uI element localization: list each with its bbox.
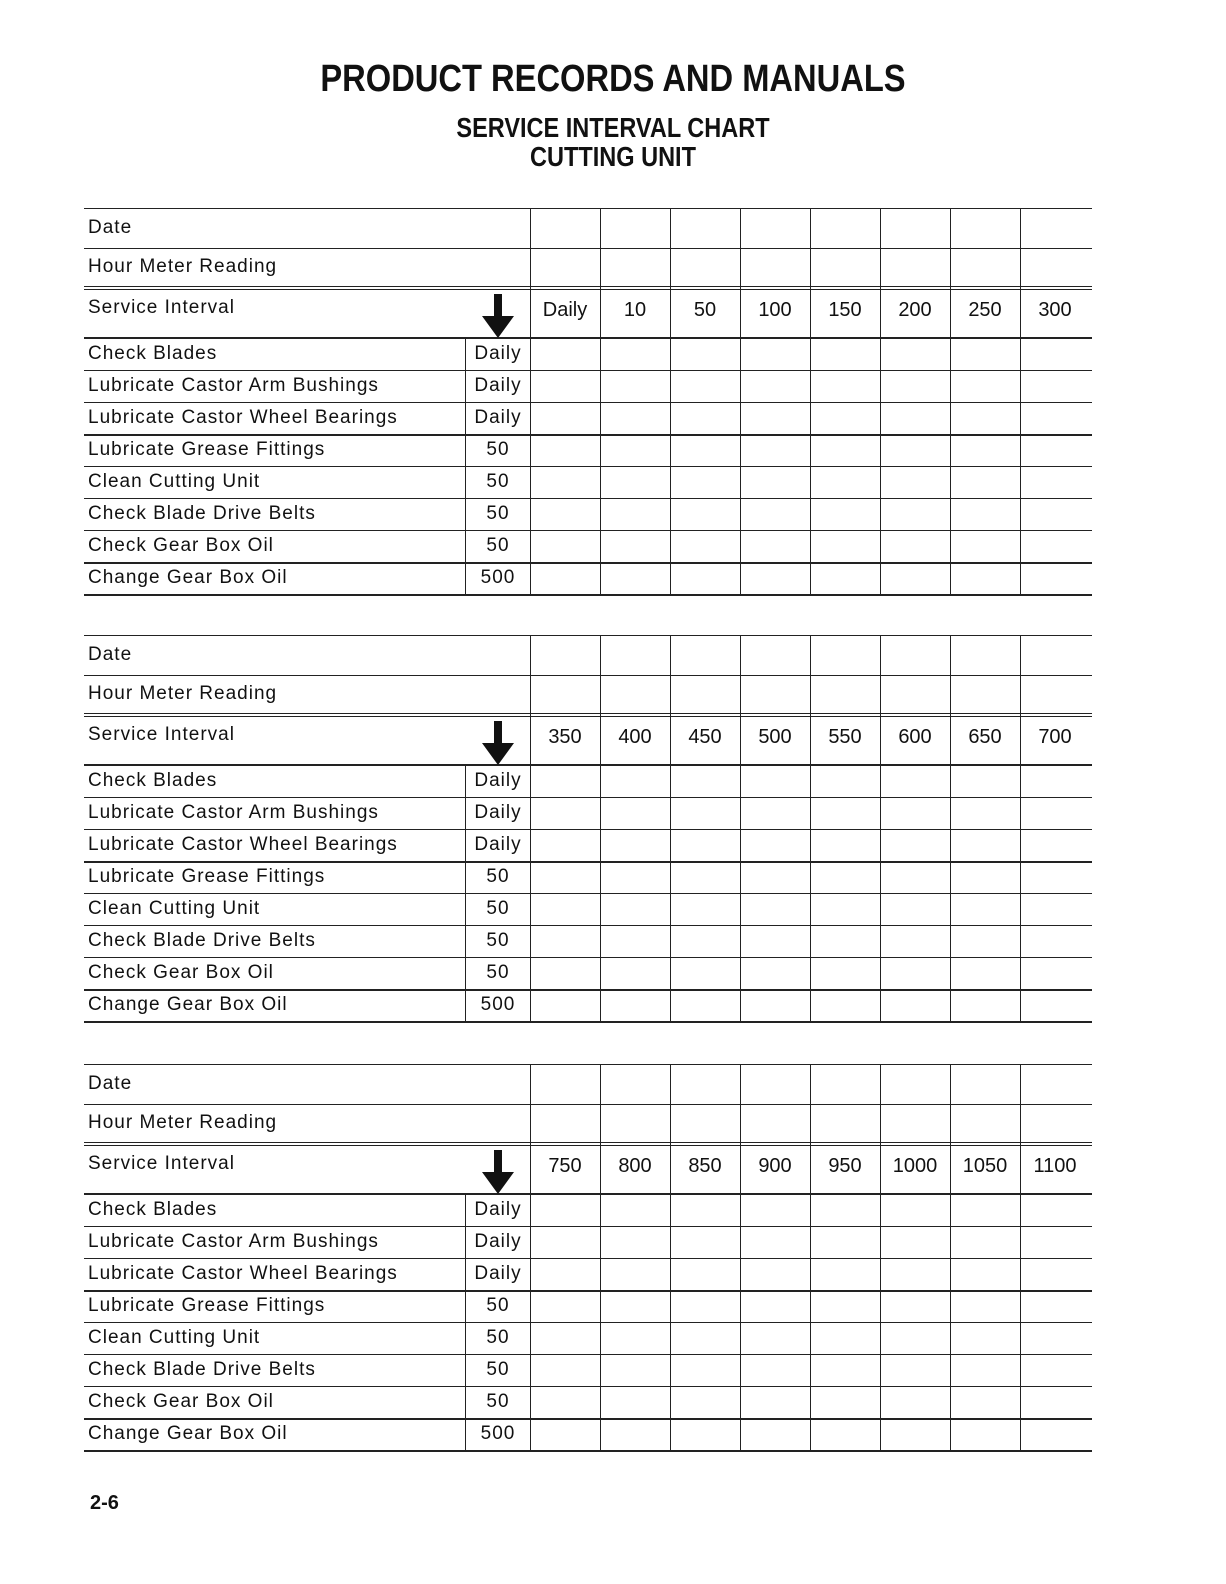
task-interval: 500 xyxy=(480,567,516,588)
chart-rule xyxy=(84,1193,1092,1195)
page-title: PRODUCT RECORDS AND MANUALS xyxy=(320,58,906,100)
column-divider xyxy=(950,1064,951,1450)
page-number: 2-6 xyxy=(90,1492,119,1514)
task-name: Clean Cutting Unit xyxy=(88,1327,261,1348)
task-interval: 500 xyxy=(480,994,516,1015)
column-divider xyxy=(670,635,671,1021)
task-row-rule xyxy=(84,861,1092,863)
task-name: Change Gear Box Oil xyxy=(88,1423,288,1444)
interval-heading: 500 xyxy=(758,726,792,748)
column-divider xyxy=(880,1064,881,1450)
chart-subtitle: SERVICE INTERVAL CHART xyxy=(456,112,770,143)
task-row-rule xyxy=(84,957,1092,958)
interval-heading: 300 xyxy=(1038,299,1072,321)
interval-heading: 1050 xyxy=(962,1155,1008,1177)
task-name: Lubricate Castor Arm Bushings xyxy=(88,375,379,396)
interval-heading: 350 xyxy=(548,726,582,748)
column-divider xyxy=(1020,208,1021,594)
task-row-rule xyxy=(84,1322,1092,1323)
service-interval-label: Service Interval xyxy=(88,724,235,745)
interval-heading: 200 xyxy=(898,299,932,321)
task-name: Clean Cutting Unit xyxy=(88,471,261,492)
task-row-rule xyxy=(84,370,1092,371)
column-divider xyxy=(810,635,811,1021)
task-row-rule xyxy=(84,925,1092,926)
interval-heading: Daily xyxy=(542,299,588,321)
task-interval: Daily xyxy=(474,375,522,396)
chart-top-rule xyxy=(84,635,1092,636)
task-interval: Daily xyxy=(474,1231,522,1252)
task-interval: 50 xyxy=(486,1295,510,1316)
task-row-rule xyxy=(84,562,1092,564)
task-row-rule xyxy=(84,498,1092,499)
task-row-rule xyxy=(84,989,1092,991)
task-interval: Daily xyxy=(474,770,522,791)
column-divider xyxy=(600,208,601,594)
task-name: Lubricate Castor Wheel Bearings xyxy=(88,834,398,855)
task-row-rule xyxy=(84,797,1092,798)
date-label: Date xyxy=(88,1073,133,1094)
task-name: Lubricate Grease Fittings xyxy=(88,1295,326,1316)
task-row-rule xyxy=(84,893,1092,894)
interval-heading: 550 xyxy=(828,726,862,748)
chart-bottom-rule xyxy=(84,1021,1092,1023)
task-interval: 50 xyxy=(486,962,510,983)
interval-heading: 150 xyxy=(828,299,862,321)
interval-heading: 850 xyxy=(688,1155,722,1177)
interval-heading: 900 xyxy=(758,1155,792,1177)
hour-meter-label: Hour Meter Reading xyxy=(88,683,278,704)
column-divider xyxy=(600,1064,601,1450)
task-interval: 50 xyxy=(486,535,510,556)
interval-heading: 950 xyxy=(828,1155,862,1177)
chart-double-rule xyxy=(84,1142,1092,1146)
task-interval: 50 xyxy=(486,503,510,524)
task-row-rule xyxy=(84,1258,1092,1259)
interval-heading: 450 xyxy=(688,726,722,748)
date-label: Date xyxy=(88,217,133,238)
interval-heading: 650 xyxy=(968,726,1002,748)
interval-heading: 1100 xyxy=(1033,1155,1077,1177)
hour-meter-label: Hour Meter Reading xyxy=(88,256,278,277)
service-interval-label: Service Interval xyxy=(88,1153,235,1174)
task-row-rule xyxy=(84,1354,1092,1355)
chart-rule xyxy=(84,1104,1092,1105)
task-row-rule xyxy=(84,434,1092,436)
task-interval: 50 xyxy=(486,898,510,919)
column-divider xyxy=(670,208,671,594)
chart-top-rule xyxy=(84,1064,1092,1065)
task-name: Check Blade Drive Belts xyxy=(88,1359,316,1380)
task-name: Lubricate Grease Fittings xyxy=(88,439,326,460)
task-interval: 50 xyxy=(486,930,510,951)
task-interval: 500 xyxy=(480,1423,516,1444)
task-name: Change Gear Box Oil xyxy=(88,567,288,588)
down-arrow-icon xyxy=(482,1150,514,1194)
task-interval: 50 xyxy=(486,1359,510,1380)
task-name: Check Blade Drive Belts xyxy=(88,503,316,524)
task-name: Lubricate Castor Wheel Bearings xyxy=(88,407,398,428)
task-name: Check Blades xyxy=(88,1199,218,1220)
task-name: Lubricate Castor Wheel Bearings xyxy=(88,1263,398,1284)
chart-unit-subtitle: CUTTING UNIT xyxy=(530,141,696,172)
column-divider xyxy=(1020,635,1021,1021)
interval-heading: 800 xyxy=(618,1155,652,1177)
column-divider xyxy=(670,1064,671,1450)
task-interval: Daily xyxy=(474,834,522,855)
interval-heading: 600 xyxy=(898,726,932,748)
task-name: Change Gear Box Oil xyxy=(88,994,288,1015)
down-arrow-icon xyxy=(482,294,514,338)
task-name: Check Blade Drive Belts xyxy=(88,930,316,951)
task-row-rule xyxy=(84,1290,1092,1292)
date-label: Date xyxy=(88,644,133,665)
task-interval: Daily xyxy=(474,343,522,364)
task-name: Check Blades xyxy=(88,343,218,364)
column-divider xyxy=(950,635,951,1021)
chart-double-rule xyxy=(84,713,1092,717)
column-divider xyxy=(530,635,531,1021)
task-interval: Daily xyxy=(474,802,522,823)
column-divider xyxy=(880,635,881,1021)
task-row-rule xyxy=(84,1418,1092,1420)
task-interval: 50 xyxy=(486,1391,510,1412)
task-name: Clean Cutting Unit xyxy=(88,898,261,919)
chart-rule xyxy=(84,337,1092,339)
column-divider xyxy=(810,1064,811,1450)
task-interval: 50 xyxy=(486,866,510,887)
task-interval: Daily xyxy=(474,1263,522,1284)
service-chart-1 xyxy=(84,208,1092,600)
chart-rule xyxy=(84,248,1092,249)
column-divider xyxy=(530,1064,531,1450)
task-interval: 50 xyxy=(486,1327,510,1348)
column-divider xyxy=(740,635,741,1021)
interval-heading: 750 xyxy=(548,1155,582,1177)
task-row-rule xyxy=(84,829,1092,830)
task-name: Check Gear Box Oil xyxy=(88,1391,274,1412)
interval-heading: 100 xyxy=(758,299,792,321)
service-interval-label: Service Interval xyxy=(88,297,235,318)
column-divider xyxy=(600,635,601,1021)
task-name: Check Gear Box Oil xyxy=(88,962,274,983)
interval-heading: 10 xyxy=(623,299,647,321)
chart-top-rule xyxy=(84,208,1092,209)
chart-rule xyxy=(84,675,1092,676)
interval-heading: 700 xyxy=(1038,726,1072,748)
column-divider xyxy=(530,208,531,594)
chart-bottom-rule xyxy=(84,1450,1092,1452)
column-divider xyxy=(880,208,881,594)
interval-heading: 250 xyxy=(968,299,1002,321)
task-name: Lubricate Castor Arm Bushings xyxy=(88,1231,379,1252)
chart-rule xyxy=(84,764,1092,766)
task-interval: 50 xyxy=(486,471,510,492)
task-name: Lubricate Castor Arm Bushings xyxy=(88,802,379,823)
chart-bottom-rule xyxy=(84,594,1092,596)
task-row-rule xyxy=(84,1226,1092,1227)
task-interval: Daily xyxy=(474,407,522,428)
hour-meter-label: Hour Meter Reading xyxy=(88,1112,278,1133)
chart-double-rule xyxy=(84,286,1092,290)
column-divider xyxy=(810,208,811,594)
interval-heading: 1000 xyxy=(892,1155,938,1177)
interval-heading: 50 xyxy=(693,299,717,321)
task-name: Check Blades xyxy=(88,770,218,791)
task-row-rule xyxy=(84,1386,1092,1387)
interval-heading: 400 xyxy=(618,726,652,748)
column-divider xyxy=(1020,1064,1021,1450)
task-interval: 50 xyxy=(486,439,510,460)
column-divider xyxy=(740,1064,741,1450)
task-row-rule xyxy=(84,530,1092,531)
task-row-rule xyxy=(84,466,1092,467)
task-row-rule xyxy=(84,402,1092,403)
task-name: Lubricate Grease Fittings xyxy=(88,866,326,887)
column-divider xyxy=(950,208,951,594)
task-interval: Daily xyxy=(474,1199,522,1220)
service-chart-2 xyxy=(84,635,1092,1027)
service-chart-3 xyxy=(84,1064,1092,1456)
task-name: Check Gear Box Oil xyxy=(88,535,274,556)
column-divider xyxy=(740,208,741,594)
down-arrow-icon xyxy=(482,721,514,765)
